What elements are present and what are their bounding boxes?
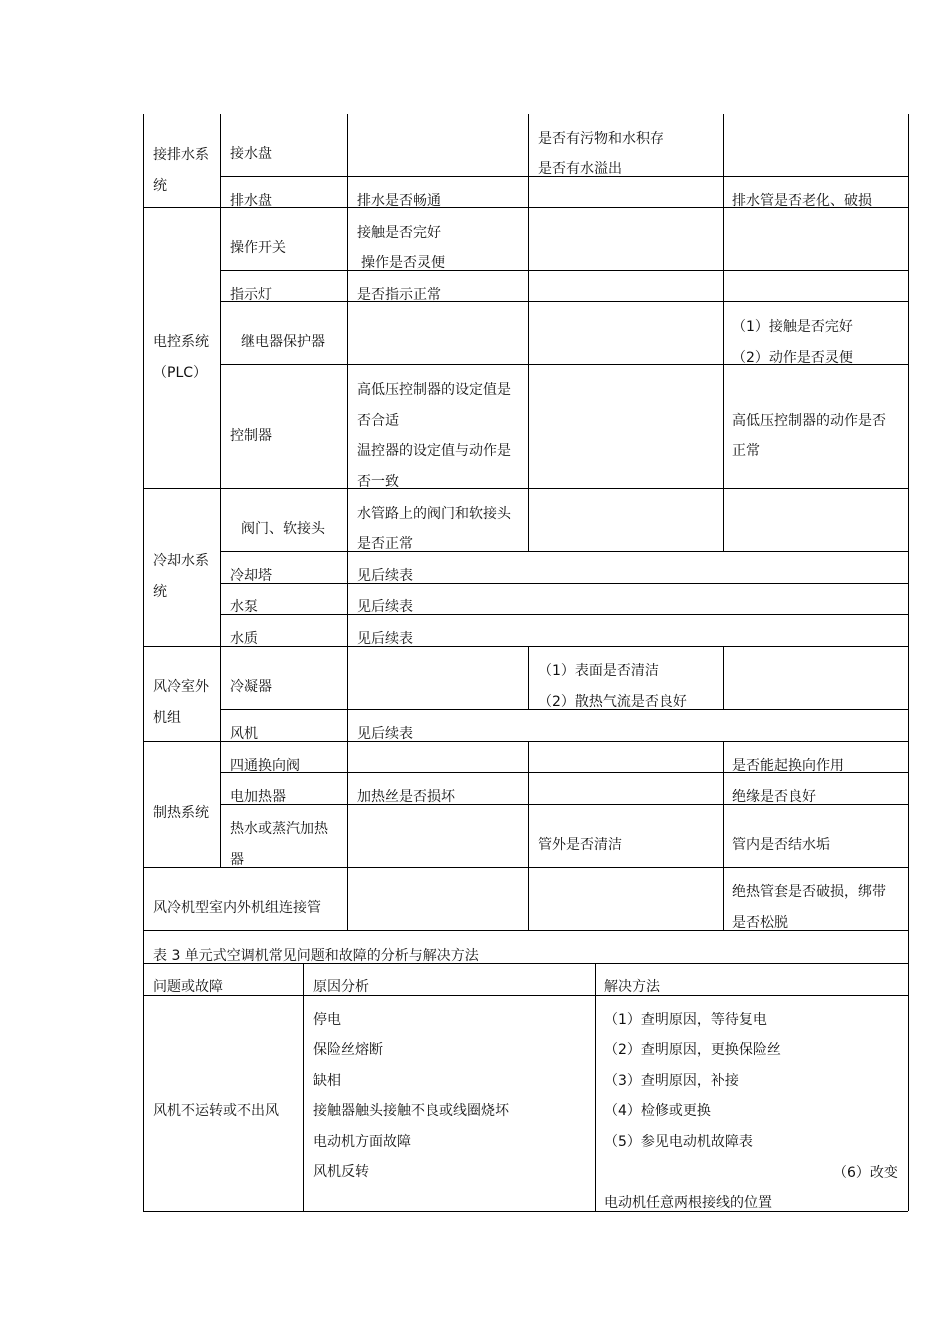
steam-heater-check: 管外是否清洁 (538, 837, 622, 853)
cooling-water-label-line1: 冷却水系 (153, 553, 209, 569)
quality-note: 见后续表 (357, 631, 413, 647)
switch-component: 操作开关 (230, 240, 286, 256)
outdoor-unit-label-line1: 风冷室外 (153, 679, 209, 695)
indicator-component: 指示灯 (230, 287, 272, 303)
table3-solution-3: （3）查明原因，补接 (604, 1073, 739, 1089)
switch-check-line1: 接触是否完好 (357, 225, 441, 241)
drain-system-label-line2: 统 (153, 178, 167, 194)
control-system-label-line1: 电控系统 (153, 334, 209, 350)
switch-check-line2: 操作是否灵便 (361, 255, 445, 271)
controller-check-line2: 否合适 (357, 413, 399, 429)
connection-pipe-check-line1: 绝热管套是否破损，绑带 (732, 884, 886, 900)
relay-check-line2: （2）动作是否灵便 (732, 350, 853, 366)
table3-solution-4: （4）检修或更换 (604, 1103, 711, 1119)
condenser-check-line1: （1）表面是否清洁 (538, 663, 659, 679)
four-way-valve-component: 四通换向阀 (230, 758, 300, 774)
drain-tray-check2: 是否有水溢出 (538, 161, 622, 177)
table3-cause-3: 缺相 (313, 1073, 341, 1089)
table3-solution-2: （2）查明原因，更换保险丝 (604, 1042, 781, 1058)
electric-heater-daily: 加热丝是否损坏 (357, 789, 455, 805)
drain-pipe-annual: 排水管是否老化、破损 (732, 193, 872, 209)
table3-solution-6-line2: 电动机任意两根接线的位置 (604, 1195, 772, 1211)
outdoor-fan-component: 风机 (230, 726, 258, 742)
table3-problem: 风机不运转或不出风 (153, 1103, 279, 1119)
electric-heater-component: 电加热器 (230, 789, 286, 805)
steam-heater-annual: 管内是否结水垢 (732, 837, 830, 853)
valve-component: 阀门、软接头 (241, 521, 325, 537)
drain-system-label-line1: 接排水系 (153, 147, 209, 163)
pump-note: 见后续表 (357, 599, 413, 615)
outdoor-fan-note: 见后续表 (357, 726, 413, 742)
four-way-valve-annual: 是否能起换向作用 (732, 758, 844, 774)
pump-component: 水泵 (230, 599, 258, 615)
relay-check-line1: （1）接触是否完好 (732, 319, 853, 335)
cooling-water-label-line2: 统 (153, 584, 167, 600)
controller-check-line3: 温控器的设定值与动作是 (357, 443, 511, 459)
table3-cause-6: 风机反转 (313, 1164, 369, 1180)
table3-cause-1: 停电 (313, 1012, 341, 1028)
table3-header-cause: 原因分析 (313, 979, 369, 995)
drain-tray-check: 是否有污物和水积存 (538, 131, 664, 147)
condenser-component: 冷凝器 (230, 679, 272, 695)
controller-component: 控制器 (230, 428, 272, 444)
indicator-check: 是否指示正常 (357, 287, 441, 303)
control-system-label-line2: （PLC） (153, 365, 208, 381)
table3-header-solution: 解决方法 (604, 979, 660, 995)
table3-solution-5: （5）参见电动机故障表 (604, 1134, 753, 1150)
connection-pipe-label: 风冷机型室内外机组连接管 (153, 900, 321, 916)
electric-heater-annual: 绝缘是否良好 (732, 789, 816, 805)
condenser-check-line2: （2）散热气流是否良好 (538, 694, 687, 710)
drain-tray-component: 接水盘 (230, 146, 272, 162)
valve-check-line1: 水管路上的阀门和软接头 (357, 506, 511, 522)
controller-annual-line2: 正常 (732, 443, 760, 459)
drain-pipe-daily: 排水是否畅通 (357, 193, 441, 209)
valve-check-line2: 是否正常 (357, 536, 413, 552)
table3-cause-4: 接触器触头接触不良或线圈烧坏 (313, 1103, 509, 1119)
controller-check-line1: 高低压控制器的设定值是 (357, 382, 511, 398)
table3-solution-1: （1）查明原因，等待复电 (604, 1012, 767, 1028)
steam-heater-component-line1: 热水或蒸汽加热 (230, 821, 328, 837)
table3-cause-5: 电动机方面故障 (313, 1134, 411, 1150)
drain-pipe-component: 排水盘 (230, 193, 272, 209)
steam-heater-component-line2: 器 (230, 852, 244, 868)
relay-component: 继电器保护器 (241, 334, 325, 350)
connection-pipe-check-line2: 是否松脱 (732, 915, 788, 931)
tower-note: 见后续表 (357, 568, 413, 584)
heating-system-label: 制热系统 (153, 805, 209, 821)
table3-header-problem: 问题或故障 (153, 979, 223, 995)
quality-component: 水质 (230, 631, 258, 647)
controller-check-line4: 否一致 (357, 474, 399, 490)
table3-caption: 表 3 单元式空调机常见问题和故障的分析与解决方法 (153, 948, 479, 964)
table3-solution-6-line1: （6）改变 (833, 1165, 898, 1181)
tower-component: 冷却塔 (230, 568, 272, 584)
controller-annual-line1: 高低压控制器的动作是否 (732, 413, 886, 429)
table3-cause-2: 保险丝熔断 (313, 1042, 383, 1058)
outdoor-unit-label-line2: 机组 (153, 710, 181, 726)
